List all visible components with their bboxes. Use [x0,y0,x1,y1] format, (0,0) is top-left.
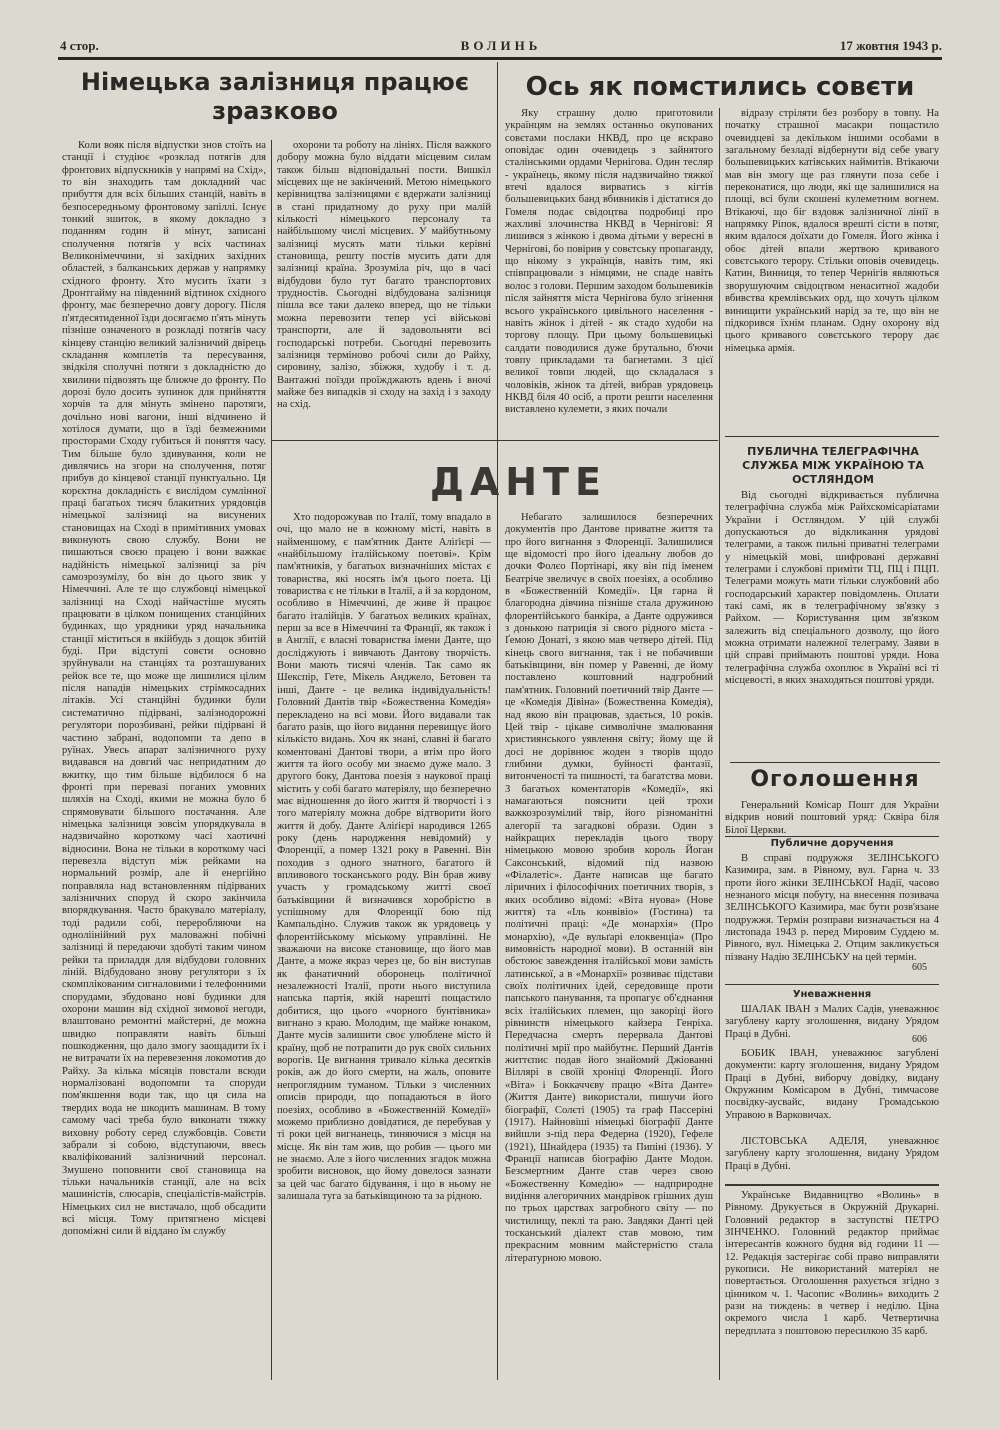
soviets-text-1: Яку страшну долю приготовили українцям на землях останньо окупованих совєтами послаки НКВД, про це яскраво оповідає один очевидець з зайнятого сталінськими ордами Чернігова. Один тесляр - українець, якому після надзвичайно тяжкої втечі вдалося вирватись з кігтів большевицьких банд вбивників і дістатися до Гомеля подає свідоцтва подробиці про жахливі злочинства НКВД в Чернігові: Я лишився з жінкою і двома дітьми у вересні в Чернігові, бо повірив у совєтську пропаганду, що нікому з українців, навіть тим, які співпрацювали з німцями, не спаде навіть волос з голови. Першим заходом большевиків після зайняття міста Чернігова було згінення всього українського цивільного населення - навіть жінок і дітей - як стадо худоби на торгову площу. При цьому большевицькі салдати поводилися дуже брутально, б'ючи товпу прикладами та багнетами. З цієї великої товпи людей, що складалася з чоловіків, жінок та дітей, вибрав урядовець НКВД біля 40 осіб, а проти решти населення виставлено кулемети, з яких почали [505,108,713,416]
column-divider-right [719,108,720,1380]
page-header [60,38,942,54]
ad-bobyk [725,1048,939,1134]
railway-column-2 [277,140,491,436]
ad-post-office [725,800,939,836]
imprint [725,1190,939,1380]
ad-post-office-text: Генеральний Комісар Пошт для України відкрив новий поштовий уряд: Сквіра біля Білої Церкви. [725,800,939,836]
imprint-text: Українське Видавництво «Волинь» в Рівному. Друкується в Окружній Друкарні. Головний редактор в заступстві ПЕТРО ЗІНЧЕНКО. Головний редактор приймає інтересантів кожного будня від години 11 — 12. Редакція застерігає собі право виправляти рукописи. Не використаний матеріял не повертається. Оголошення рахується згідно з цінником ч. 1. Часопис «Волинь» виходить 2 рази на тиждень: в четвер і неділю. Ціна окремого числа 1 карб. Четвертична передплата з поштовою пересилкою 35 карб. [725,1190,939,1337]
issue-date: 17 жовтня 1943 р. [839,38,942,53]
telegraph-column [725,490,939,756]
ads-heading: Оголошення [730,762,940,797]
imprint-rule [725,1184,939,1186]
telegraph-rule [725,436,939,437]
ad-shalak-text: ШАЛАК ІВАН з Малих Садів, уневажнює загублену карту зголошення, видану Урядом Праці в Дубні. [725,1004,939,1040]
ad-divorce-number: 605 [912,962,927,973]
column-divider-left [271,140,272,1380]
dante-column-2 [505,512,713,1380]
dante-text-1: Хто подорожував по Італії, тому впадало в очі, що мало не в кожному місті, навіть в найменшому, є пам'ятник Данте Аліґієрі — «найбільшому італійському поетові». Крім пам'ятників, у багатьох визначніших містах є товариства, які носять ім'я цього поета. Ці товариства є не тільки в Італії, а й за кордоном, особливо в Німеччині, де живе й працює багато італійців. У багатьох великих країнах, перш за все в Німеччині та Франції, як також і в Англії, є власні товариства імени Данте, що досліджують і вивчають Дантову творчість. Вони мають тисячі членів. Так само як Шекспір, Гете, Мікель Анджело, Бетовен та інші, Данте - це велика індивідуальність! Головний Дантів твір «Божественна Комедія» перекладено на всі мови. Його видавали так багато разів, що його видання перевищує його кількісто видань. Хоч як знані, славні й багато коментовані Дантові твори, а втім про його життя та його особу ми знаємо дуже мало. З другого боку, Дантова поезія з наукової праці містить у собі багато матеріялу, що безперечно має відношення до його життя й творчості і з того матеріялу можна добре відтворити його життя й добу. Данте Аліґієрі народився 1265 року (день народження невідомий) у Флоренції, а помер 1321 року в Равенні. Він походив з одного знатного, багатого й впливового тосканського роду. Він брав живу участь у громадському житті своєї батьківщини й визначився хоробрістю в успішному для Флоренції бою під Кампальдіно. Служив також як урядовець у флорентійському міському управлінні. Не зважаючи на високе становище, що його мав Данте, а може якраз через це, бо він виступав як фанатичний оборонець політичної незалежності Італії, проти нього виступила напська партія, якій нарешті пощастило добитися, що цього «чорного бунтівника» вигнано з краю. Молодим, ще майже юнаком, Данте мусів залишити своє улюблене місто й країну, щоб не потрапити до рук своїх сильних ворогів. Це вигнання тривало кілька десятків років, аж до його смерти, на жаль, оповите непроглядним туманом. Тільки з численних описів природи, що попадаються в його поезіях, особливо в «Божественній Комедії» можемо приблизно довідатися, де перебував у ті роки цей вигнанець, тиняючися з місця на місце. Як він там жив, що робив — цього ми не знаємо. Але з його численних згадок можна зробити висновок, що йому довелося зазнати за цей час багато бідування, і що в ньому не залишала туга за батьківщиною та за рідною. [277,512,491,1202]
ad-divorce-text: В справі подружжя ЗЕЛІНСЬКОГО Казимира, зам. в Рівному, вул. Гарна ч. 33 проти його жінки ЗЕЛІНСЬКОЇ Надії, часово незнаного місця побуту, на внесення позивача ЗЕЛІНСЬКОГО Казимира, має бути розв'язане подружжя. Термін розправи визначається на 4 листопада 1943 р. перед Мировим Суддею м. Рівного, вул. Німецька 2. Отцим закликується пізвану Надію ЗЕЛІНСЬКУ на цей термін. [725,853,939,963]
telegraph-text: Від сьогодні відкривається публична телеграфічна служба між Райхскомісаріатами України і Остляндом. У цій службі допускаються до відкликання урядові телеграми, а також пильні приватні телеграми у німецькій мові, шифровані державні телеграми і службові приміти ТЦ, ПЦ і ПЦП. Телеграми можуть мати тільки службовий або господарський характер повідомлень. Оплати такі самі, як в телеграфічному зв'язку з Райхом. — Користування цим зв'язком залежить від спеціального дозволу, що його можна отримати належної телеграму. Заяви в цій справі приймають поштові уряди. Нова телеграфічна служба охоплює в Україні всі ті місцевості, в яких знаходяться поштові уряди. [725,490,939,687]
header-rule [58,57,942,60]
railway-text-1: Коли вояк після відпустки знов стоїть на станції і студіює «розклад потягів для фронтових відпускників у напрямі на Схід», то він знаходить там докладний час прибуття для всіх більших станцій, навіть в безпосередньому фронтовому запіллі. Існує тонкий зшиток, в якому докладно з поданням годин й мінут, записані сполучення потягів у всіх частинах Великонімеччини, зі західних західних областей, з балканських держав у напрямку східного фронту. Хто мусить їхати з Дронтгайму на південний відтинок східного фронту, має безперечно довгу дорогу. Після п'ятдесятиденної їзди досягаємо п'ять мінуть пізніше означеного в розкладі потягів часу кінцеву станцію великий залізничий двірець складання комплетів та пересування, звідкіля сполучні потяги з докладністю до хвилини підвозять ще ближче до фронту. По дорозі було досить зупинок для прийняття хорчів та для мінуть змінено паротяги, дочільно нові вагони, інші відчинено й хотілося думати, що в їзді безмежними просторами Сходу губиться й поняття часу. Тим більше було здивування, коли не дивлячись на згори на сполучення, потяг прибув до кінцевої станції пунктуально. Ця корєктна докладність є вислідом сумлінної праці багатьох тисяч блакитних урядовців німецької залізниці на висунених становищах на Сході в примітивних умовах виконують свою службу. Вони не пишаються своєю працею і вони важкає надійність німецької залізниці за річ самозрозумілу, бо він до цього звик у Німеччині. Але те що службовці німецької залізниці на Сході найчастіше мусять працювати в цілком понищених станційних будинках, що урядники уряд начальника станції міститься в якійбудь з дощок збитій буді. При відступі совєти основно зруйнували на станціях та розташуваних рейок все те, що може ще лишилися цілим після нападів німецьких стрімкосадних літаків. Усі станційні будинки були систематично підірвані, залізнодорожні регулятори порозбивані, рейки підірвані й частино забрані, водопомпи та депо в руїнах. Увесь апарат залізничного руху видавався на довгий час непридатним до вжитку, що тим більше відбилося б на фронті при перевазі поганих умовних шляхів на Сході, якими не можна було б спрямовувати більшого постачання. Але німецька залізниця зовсім упорядкувала в надзвичайно короткому часі хаотичні відносини. Вона не тільки в короткому часі перевезла відступ між рейками на нормальний розмір, але й енергійно поправляла над встановленням підірваних залізничних споруд й скоро закінчила впорядкування. Часто бракувало матеріалу, тоді радили собі, переробляючи на одноліінійний рух маловажні побічні залізниці й передаючи здобуті таким чином рейки та приладдя для відбудови головних ліній. Відбудовано знову регулятори з їх скомплікованим сигналовими і телефонними спорудами, збудовано нові будинки для охорони машин від східної зимової негоди, влаштовано ремонтні майстерні, де можна швидко поправляти навіть більші пошкодження, що дало змогу заощадити їх і не витрачати їх на перевезення локомотив до Райху. За кілька місяців повстали всюди нормалізовані водопомпи та споруди пом'якшення води так, що ця сила на твердих вода не шкодить машинам. В тому самому часі треба було виконати тяжку виховну роботу серед службовців. Совєти забрали зі собою, відступаючи, ввесь кваліфікований залізничний персонал. Змушено поповнити свої становища на тільки начальників станції, але на всіх машиністів, слюсарів, спеціалістів-майстрів. Німецьких сил не вистачало, щоб обсадити всі місця. Тому притягнено місцеві допоміжні сили й віддано їм службу [62,140,266,1238]
dante-column-1 [277,512,491,1380]
ad-shalak [725,1004,939,1044]
ads-subheading-public: Публичне доручення [725,836,939,851]
ad-listovska-text: ЛІСТОВСЬКА АДЕЛЯ, уневажнює загублену карту зголошення, видану Урядом Праці в Дубні. [725,1136,939,1172]
dante-text-2: Небагато залишилося безперечних документів про Дантове приватне життя та про його вигнання з Флоренції. Залишилися ще відомості про його ідеальну любов до дочки Фолєо Портінарі, яку він під іменем Беатріче звеличує в своїх поезіях, а особливо в «Божественній Комедії». Ця гарна й благородна дівчина пізніше стала дружиною флорентійського банкіра, а Данте одружився з донькою патриція зі свого рідного міста - Ґемою Донаті, з якою мав четверо дітей. Під кінець свого вигнання, так і не побачивши батьківщини, він помер у Равенні, де йому поставлено коштовний надгробний пам'ятник. Головний поетичний твір Данте — це «Комедія Дівіна» (Божественна Комедія), над якою він працював, здається, 10 років. Цей твір - цікаве символічне змалювання християнського уявлення світу; йому ще й досі не дорівнює жоден з творів щодо глибини думки, буйності фантазії, витонченості та пишності, та багатства мови. З багатьох коментаторів «Комедії», які намагаються пояснити цей трохи важкозрозумілий твір, його різноманітні алегорії та загадкові образи. Один з найкращих перекладів цього твору німецькою мовою зробив король Йоган Саксонський, відомий під назвою «Філалетіс». Данте написав ще багато ліричних і філософічних поетичних творів, з яких особливо відомі: «Віта нуова» (Нове життя) та «Іль конвівіо» (Гостина) та політичні праці: «Де монархія» (Про монархію), «Де вульґарі елоквенціа» (Про вимовність народної мови). В останній він обстоює завеждення італійської мови замість латинської, а в «Монархії» розвиває підстави своїх політичних ідей, середовище проти папського панування, та пропагує об'єднання всіх італійських племен, що закоріці його рівнинств німецького кайзера Генріха. Передчасна смерть перервала Дантові політичні мрії про майбутнє. Перший Дантів життєпис подав його знайомий Джіованні Віллярі в своїй хроніці Флоренції. Його «Віта» і Боккаччєву працю «Віта Данте» (Життя Данте) використали, пишучи його біографії, Солєті (1905) та граф Пассеріні (1917). Найновіші німецькі біографії Данте вийшли з-під пера Федерна (1920), Гефеле (1921), Шнайдера (1935) та Пипіні (1936). У Франції написав біографію Данте Модон. Безсмертним Данте став через свою «Божественну Комедію» — надприродне видіння алегоричних мандрівок грішних душ по трьох царствах загробного світу — по чистилищу, пеклі та раю. Завдяки Данті цей тосканський діалект став мовою, тим прекрасним мовним майстерністю стала літературною мовою. [505,512,713,1264]
ad-divorce [725,853,939,975]
dante-headline: ДАНТЕ [430,460,607,504]
soviets-column-1 [505,108,713,436]
ad-listovska [725,1136,939,1178]
soviets-text-2: відразу стріляти без розбору в товпу. На початку страшної масакри пощастило очевидцеві за декільком іншими особами в загальному безладі відбернути від себе увагу большевицьких катівських наймитів. Втікаючи мав він змогу ще раз глянути поза себе і переконатися, що люди, які ще залишилися на площі, всі були скошені кулеметним вогнем. Втікаючі, що біг вздовж залізничної лінії в напрямку Ріпок, вдалося врешті сісти в потяг, яким вдалося доїхати до Гомеля. Його жінка і обоє дітей впали жертвою кривавого совєтського терору. Стільки оповів очевидець. Катин, Винниця, то тепер Чернігів являються зворушуючим свідоцтвом ненаситної жадоби вбивства кремлівських орд, що хочуть цілком винищити український нарід за те, що він не підкорився їхнім планам. Одну охорону від цього кривавого совєтського терору дає німецька армія. [725,108,939,354]
soviets-column-2 [725,108,939,430]
railway-column-1 [62,140,266,1380]
ad-shalak-number: 606 [912,1034,927,1045]
railway-text-2: охорони та роботу на лініях. Після важкого добору можна було віддати місцевим силам також більш відповідальні пости. Вишкіл місцевих ще не закінчений. Метою німецького керівництва залізницями є вдержати залізниці в стані придатному до руху при малій кількості німецького персоналу та найбільшому числі місцевих. У майбутньому залізниці мусять мати тільки керівні становища, решту постів мусить дати для залізниці країна. Зрозуміла річ, що в часі відбудови було тут багато транспортових трудностів. Сьогодні відбудована залізниця пішла все таки далеко вперед, що не тільки можна перевозити тепер усі військові транспорти, але й задовольняти всі господарські потреби. Сьогодні перевозить залізниця терміново робочі сили до Райху, сировину, залізо, збіжжя, худобу і т. д. Вантажні поїзди проїжджають вдень і вночі майже без випадків зі сходу на захід і з заходу на схід. [277,140,491,411]
dante-rule [272,440,718,441]
ad-bobyk-text: БОБИК ІВАН, уневажнює загублені документи: карту зголошення, видану Урядом Праці в Дубні, виборчу довідку, видану Окружним Комісаром в Дубні, тимчасове посвідку-аусвайс, видану Громадською Управою в Варковичах. [725,1048,939,1121]
ads-subheading-void: Уневажнення [725,984,939,1002]
telegraph-headline: ПУБЛИЧНА ТЕЛЕГРАФІЧНА СЛУЖБА МІЖ УКРАЇНОЮ ТА ОСТЛЯНДОМ [742,445,924,486]
masthead: ВОЛИНЬ [460,38,542,53]
railway-headline: Німецька залізниця працює зразково [80,68,470,125]
column-divider-center [497,62,498,1380]
page-number: 4 стор. [60,38,99,53]
soviets-headline: Ось як помстились совєти [525,72,915,102]
